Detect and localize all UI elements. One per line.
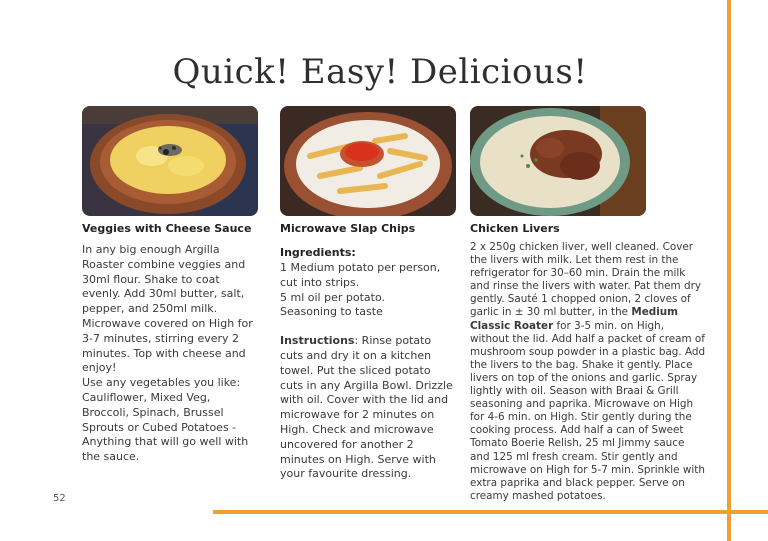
- slap-chips-photo: [280, 106, 456, 216]
- ingredient-item: Seasoning to taste: [280, 305, 383, 319]
- recipe-livers-title: Chicken Livers: [470, 222, 560, 235]
- livers-roaster-name: Medium Classic Roater: [470, 306, 678, 332]
- recipe-veggies-title: Veggies with Cheese Sauce: [82, 222, 252, 235]
- recipe-veggies: [82, 221, 260, 465]
- ingredient-item: 1 Medium potato per person, cut into strips.: [280, 261, 441, 289]
- livers-text-part1: 2 x 250g chicken liver, well cleaned. Cover the livers with milk. Let them rest in the refrigerator for 30–60 min. Drain the milk and rinse the livers with water. Pat them dry gently. Sauté 1 chopped onion, 2 cloves of garlic in ± 30 ml butter, in the: [470, 241, 702, 319]
- instructions-label: Instructions: [280, 334, 355, 348]
- ingredient-item: 5 ml oil per potato.: [280, 290, 385, 304]
- chicken-livers-photo: [470, 106, 646, 216]
- recipe-livers-method: [470, 241, 706, 503]
- recipe-veggies-method: In any big enough Argilla Roaster combine veggies and 30ml flour. Shake to coat evenly. Add 30ml butter, salt, pepper, and 250ml milk. Microwave covered on High for 3-7 minutes, stirring every 2 minutes. Top with cheese and enjoy!: [82, 243, 253, 375]
- page-title: Quick! Easy! Delicious!: [172, 52, 588, 92]
- recipe-chips: [280, 221, 456, 482]
- recipe-chips-title: Microwave Slap Chips: [280, 222, 416, 235]
- recipe-veggies-tip: Use any vegetables you like: Cauliflower, Mixed Veg, Broccoli, Spinach, Brussel Sprouts or Cubed Potatoes - Anything that will go well with the sauce.: [82, 376, 249, 464]
- recipe-livers: [470, 221, 706, 503]
- recipe-chips-instructions: [280, 334, 456, 482]
- veggies-cheese-photo: [82, 106, 258, 216]
- recipe-chips-ingredients-label: Ingredients:: [280, 246, 356, 259]
- accent-horizontal-rule: [213, 510, 768, 514]
- page-number: 52: [53, 493, 66, 504]
- livers-text-part2: for 3-5 min. on High, without the lid. Add half a packet of cream of mushroom soup powder in a plastic bag. Add the livers to the bag. Shake it gently. Place livers on top of the onions and garlic. Spray lightly with oil. Season with Braai & Grill seasoning and paprika. Microwave on High for 4-6 min. on High. Stir gently during the cooking process. Add half a can of Sweet Tomato Boerie Relish, 25 ml Jimmy sauce and 125 ml fresh cream. Stir gently and microwave on High for 5-7 min. Sprinkle with extra paprika and black pepper. Serve on creamy mashed potatoes.: [470, 319, 706, 502]
- instructions-text: : Rinse potato cuts and dry it on a kitchen towel. Put the sliced potato cuts in any Argilla Bowl. Drizzle with oil. Cover with the lid and microwave for 2 minutes on High. Check and microwave uncovered for another 2 minutes on High. Serve with your favourite dressing.: [280, 334, 453, 481]
